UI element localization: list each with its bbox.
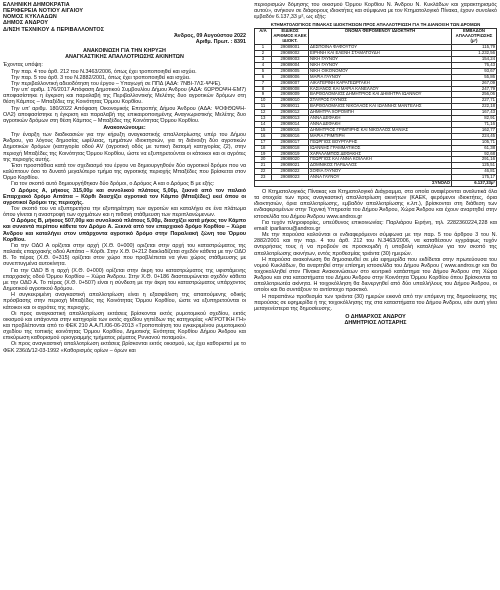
area-value: 55,86 [452,74,497,80]
column-header: Α/Α [255,29,272,45]
kaek-number: 29089021 [272,163,309,169]
kaek-number: 29089022 [272,169,309,175]
body-paragraph: Η συγκεκριμένη αναγκαστική απαλλοτρίωση είναι η εξασφάλιση της απαιτούμενης οδικής πρόσβασης στην περιοχή Μπαξέδες της Κοινότητας Όρμου Κορθίου, ώστε να εξυπηρετούνται οι κάτοικοι και οι αγρότες της περιοχής. [3,292,246,311]
row-number: 20 [255,157,272,163]
road-a-paragraph: Ο Δρόμος Α, μήκους 315,00μ και συνολικού πλάτους 5,00μ, ξεκινά από τον παλαιό Επαρχιακό δρόμο Αιπάτια – Κόρθι διασχίζει αγροτικά τον Κάμπο (Μπαξέδες) εκεί όπου οι αγροτικοί δρόμοι της περιοχής. [3,187,246,206]
kaek-number: 29089015 [272,127,309,133]
owner-name: ΝΙΚΗ ΓΑΥΝΟΥ [309,57,452,63]
body-paragraph: Ο Κτηματολογικός Πίνακας και Κτηματολογικό Διάγραμμα, στα οποία αναφέρονται αναλυτικά όλα τα στοιχεία των προς αναγκαστική απαλλοτρίωση ακινήτων (ΚΑΕΚ, φερόμενοι ιδιοκτήτες, όρια ιδιοκτησιών, όρια απαλλοτρίωσης, εμβαδόν απαλλοτρίωσης κ.λπ.), βρίσκονται στη διάθεση των ενδιαφερομένων στην Τεχνική Υπηρεσία του Δήμου Άνδρου, Χώρα Άνδρου και έχουν αναρτηθεί στην ιστοσελίδα του Δήμου Άνδρου www.andros.gr [254,188,497,220]
area-value: 71,16 [452,121,497,127]
column-header: ΟΝΟΜΑ ΦΕΡΟΜΕΝΟΥ ΙΔΙΟΚΤΗΤΗ [309,29,452,45]
owner-name: ΝΙΚΗ ΓΑΥΝΟΥ [309,62,452,68]
area-value: 115,79 [452,45,497,51]
kaek-number: 29089007 [272,80,309,86]
total-value: 6.137,33μ² [452,181,497,187]
owner-name: ΔΗΜΗΤΡΙΟΣ ΓΡΙΜΠΙΡΗΣ ΚΑΙ ΝΙΚΟΛΑΟΣ ΜΑΝΙΑΣ [309,127,452,133]
owner-name: ΑΝΝΑ ΔΕΦΑΚΗ [309,116,452,122]
body-paragraph: Οι προς αναγκαστική απαλλοτρίωση εκτάσεις βρίσκονται εκτός ρυμοτομικού σχεδίου, εκτός οικισμού και υπάγονται στην κατηγορία των εκτός σχεδίου γηπέδων της κατηγορίας «ΑΓΡΟΤΙΚΗ ΓΗ» και προβλέπονται από το ΦΕΚ 210 Α.Α.Π./06-06-2013 «Τροποποίηση του εγκεκριμένου ρυμοτομικού σχεδίου της τοπικής κοινότητας Όρμου Κορθίου, Δημοτικής Ενότητας Κορθίου Δήμου Άνδρου και επικύρωση καθορισμού οριογραμμής τμήματος ρέματος Ρυνιανού ποταμού». [3,310,246,342]
owner-name: ΧΑΡΑΛΑΜΠΟΣ ΔΕΦΑΚΗΣ [309,151,452,157]
area-value: 227,71 [452,98,497,104]
owner-name: ΜΑΡΙΑ ΓΑΥΝΟΥ [309,74,452,80]
kaek-number: 29089023 [272,175,309,181]
kaek-number: 29089008 [272,86,309,92]
row-number: 21 [255,163,272,169]
considering-label: Έχοντας υπόψη: [3,62,43,69]
owner-name: ΓΕΩΡΓΙΟΣ ΒΟΥΡΓΑΡΗΣ [309,139,452,145]
owner-name: ΔΗΜΗΤΡΑ ΧΟΡΟΜΠΗ [309,110,452,116]
owner-name: ΑΝΝΑ ΓΑΥΝΟΥ [309,175,452,181]
header-line: ΔΗΜΟΣ ΑΝΔΡΟΥ [3,20,49,27]
row-number: 3 [255,57,272,63]
area-value: 76,43 [452,62,497,68]
protocol-number: Αριθμ. Πρωτ. : 8391 [195,38,246,45]
announcement-subtitle: ΑΝΑΓΚΑΣΤΙΚΗΣ ΑΠΑΛΛΟΤΡΙΩΣΗΣ ΑΚΙΝΗΤΩΝ [65,54,184,61]
body-paragraph: Την έναρξη των διαδικασιών για την κήρυξη αναγκαστικής απαλλοτρίωσης υπέρ του Δήμου Άνδρου, για λόγους δημοσίας ωφέλειας, τμημάτων ιδιοκτησιών, για τη διάνοιξη δύο αγροτικών Δημοτικών δρόμων (κατηγορία οδού ΑV (αγροτική οδός με τυπική διατομή κατηγορίας ζ2), στην περιοχή Μπαξέδες της Κοινότητας Όρμου Κορθίου, ώστε να εξυπηρετούνται οι κάτοικοι και οι αγρότες της περιοχής αυτής. [3,132,246,163]
area-value: 92,68 [452,151,497,157]
body-paragraph: Έτσι προσπάθεια κατά τον σχεδιασμό του έργου να δημιουργηθούν δύο αγροτικοί δρόμοι που να καλύπτουν όσο το δυνατό μεγαλύτερο τμήμα της αγροτικής περιοχής Μπαξέδες που βρίσκεται στον Όρμο Κορθίου. [3,162,246,182]
cadastral-table [254,28,497,186]
announcement-title: ΑΝΑΚΟΙΝΩΣΗ ΓΙΑ ΤΗΝ ΚΗΡΥΞΗ [83,48,166,55]
row-number: 5 [255,68,272,74]
area-value: 222,18 [452,104,497,110]
area-value: 167,43 [452,110,497,116]
kaek-number: 29089001 [272,45,309,51]
body-paragraph: Την παρ. 4 του άρθ. 212 του Ν.3463/2006, όπως έχει τροποποιηθεί και ισχύει. [11,68,197,75]
right-column [254,2,497,588]
owner-name: ΝΙΚΗ ΟΙΚΟΝΟΜΟΥ [309,68,452,74]
owner-name: ΔΟΜΝΙΚΟΣ ΠΑΡΔΑΛΟΣ [309,163,452,169]
area-value: 175,17 [452,175,497,181]
kaek-number: 29089009 [272,92,309,98]
body-paragraph: Η παρούσα ανακοίνωση θα δημοσιευθεί σε μία εφημερίδα που εκδίδεται στην πρωτεύουσα του νομού Κυκλάδων, θα αναρτηθεί στην επίσημη ιστοσελίδα του Δήμου Άνδρου ( www.andros.gr και θα τοιχοκολληθεί στον Πίνακα Ανακοινώσεων στο κεντρικό κατάστημα του Δήμου Άνδρου στη Χώρα Άνδρου και στα καταστήματα του Δήμου Άνδρου στην Κοινότητα Όρμου Κορθίου όπου βρίσκονται τα απαλλοτριωτέα ακίνητα. Η τοιχοκόλληση θα διενεργηθεί από δύο υπαλλήλους του Δήμου Άνδρου, οι οποίοι και θα συντάξουν το αντίστοιχο πρακτικό. [254,256,497,294]
header-line: ΠΕΡΙΦΕΡΕΙΑ ΝΟΤΙΟΥ ΑΙΓΑΙΟΥ [3,8,84,15]
owner-name: ΔΕΣΠΟΙΝΑ ΦΑΦΟΥΤΟΥ [309,45,452,51]
row-number: 10 [255,98,272,104]
kaek-number: 29089006 [272,74,309,80]
owner-name: ΓΕΩΡΓΙΟΣ ΚΑΙ ΑΝΝΑ ΚΟΙΛΑΚΗ [309,157,452,163]
body-paragraph: Την υπ' αριθμ. 176/2017 Απόφαση Δημοτικού Συμβουλίου Δήμου Άνδρου (ΑΔΑ: 6ΩΡΘΩΨΗ-ΕΜ7) αποφασίστηκε η έγκριση και παραλαβή της Περιβαλλοντικής Μελέτης δυο αγροτικών δρόμων στη θέση Κάμπος – Μπαξέδες της Κοινότητας Όρμου Κορθίου. [3,87,246,106]
column-header: ΕΜΒΑΔΟΝ ΑΠΑΛΛΟΤΡΙΩΣΗΣ (μ²) [452,29,497,45]
kaek-number: 29089013 [272,116,309,122]
area-value: 1.232,56 [452,51,497,57]
table-body [255,45,497,181]
body-paragraph: Την παρ. 5 του άρθ. 3 του Ν.2882/2001, όπως έχει τροποποιηθεί και ισχύει. [11,74,191,81]
owner-name: ΕΙΡΗΝΗ ΚΑΙ ΕΛΕΝΗ ΣΤΑΜΑΤΟΥΔΗ [309,51,452,57]
kaek-number: 29089004 [272,62,309,68]
row-number: 13 [255,116,272,122]
signature-name: ΔΗΜΗΤΡΙΟΣ ΛΟΤΣΑΡΗΣ [344,320,407,327]
signature-role: Ο ΔΗΜΑΡΧΟΣ ΑΝΔΡΟΥ [345,314,406,321]
column-header: ΕΙΔΙΚΟΣ ΑΡΙΘΜΟΣ ΚΑΕΚ ΙΔΙΟΚΤ. [273,28,307,44]
table-total-row [255,181,497,187]
body-paragraph: Για την ΟΔΟ Β η αρχή (Χ.Θ. 0+000) ορίζεται στην άκρη του καταστρώματος της υφιστάμενης επαρχιακής οδού Όρμου Κορθίου – Χώρα Άνδρου. Στην Χ.Θ. 0+186 διασταυρώνεται σχεδόν κάθετα με την ΟΔΟ Α. Το πέρας (Χ.Θ. 0+507) είναι η σύνδεση με την άκρη του καταστρώματος υπάρχοντος Δημοτικού αγροτικού δρόμου. [3,267,246,293]
table-header-row [255,29,497,45]
owner-name: ΜΑΡΙΑ ΓΡΙΜΠΙΡΗ [309,133,452,139]
kaek-number: 29089011 [272,104,309,110]
body-paragraph: Για την ΟΔΟ Α ορίζεται στην αρχή (Χ.Θ. 0+000) οριζεται στην αρχή του καταστρώματος της παλαιάς επαρχιακής οδού Αιπάτια – Κόρθι. Στην Χ.Θ. 0+212 διακλαδίζεται σχεδόν κάθετα με την ΟΔΟ Β. Το πέρας (Χ.Θ. 0+315) ορίζεται στον χώρο που προβλέπεται να γίνει χώρος στάθμευσης με συνεπτυγμένα αυτοκίνητα. [3,242,246,268]
row-number: 4 [255,62,272,68]
body-paragraph: Την περιβαλλοντική αδειοδότηση του έργου – Υπαγωγή σε ΠΠΔ (ΑΔΑ: 7ΝΒΙ-7ΛΣ-ΨΨΕ). [11,80,222,87]
body-paragraph: Οι προς αναγκαστική απαλλοτρίωση εκτάσεις βρίσκονται εκτός οικισμού, ως έχει καθοριστεί με το ΦΕΚ 236/Δ/12-03-1992 «Καθορισμός ορίων – όρων και [3,341,246,354]
area-value: 105,71 [452,139,497,145]
row-number: 7 [255,80,272,86]
body-paragraph: Τον σκοπό του να εξυπηρετήσει την εξυπηρέτηση των αγροτών και καταλήγει σε ένα πλάτωμα όπου γίνεται η αναστροφή των οχημάτων και η πιθανή στάθμευση των περιπλανώμενων. [3,206,246,219]
row-number: 1 [255,45,272,51]
area-value: 61,38 [452,145,497,151]
table-title: ΚΤΗΜΑΤΟΛΟΓΙΚΟΣ ΠΙΝΑΚΑΣ ΙΔΙΟΚΤΗΣΙΩΝ ΠΡΟΣ ΑΠΑΛΛΟΤΡΙΩΣΗ ΓΙΑ ΤΗ ΔΙΑΝΟΙΞΗ ΤΩΝ ΔΡΟΜΩΝ [270,22,481,28]
body-paragraph: Για τον σκοπό αυτό δημιουργήθηκαν δύο δρόμοι, ο Δρόμος Α και ο Δρόμος Β με εξής: [11,181,215,188]
area-value: 154,24 [452,57,497,63]
body-paragraph: Η παραπάνω προθεσμία των τριάντα (30) ημερών εκκινά από την επόμενη της δημοσίευσης της παρούσας σε εφημερίδα ή της τοιχοκόλλησης της στα καταστήματα του Δήμου Άνδρου, εάν αυτή γίνει μεταγενέστερα της δημοσίευσης. [254,293,497,312]
kaek-number: 29089002 [272,51,309,57]
body-paragraph: Την υπ' αριθμ. 180/2022 Απόφαση Οικονομικής Επιτροπής Δήμου Άνδρου (ΑΔΑ: ΨΟΦΘΩΨΗ-ΟΛ2) αποφασίστηκε η έγκριση και παραλαβή της επικαιροποιημένης Αναγνωριστικής Μελέτης δυο αγροτικών δρόμων στη θέση Κάμπος – Μπαξέδες της Κοινότητας Όρμου Κορθίου. [3,105,246,124]
kaek-number: 29089020 [272,157,309,163]
contact-paragraph: Για τυχόν πληροφορίες, υπεύθυνος επικοινωνίας: Παρλιάρου Ειρήνη, τηλ. 2282360224,228 και email: iparliarou@andros.gr [254,219,497,232]
area-value: 224,45 [452,133,497,139]
row-number: 11 [255,104,272,110]
owner-name: ΑΙΚΑΤΕΡΙΝΗ ΚΑΡΑΓΕΩΡΓΑΚΗ [309,80,452,86]
area-value: 162,77 [452,127,497,133]
row-number: 23 [255,175,272,181]
owner-name: ΒΑΡΘΟΛΟΜΑΙΟΣ ΝΙΚΟΛΑΟΣ ΚΑΙ ΙΩΑΝΝΗΣ ΜΑΝΤΕΛΗΣ [309,104,452,110]
owner-name: ΣΤΑΥΡΟΣ ΓΑΥΝΟΣ [309,98,452,104]
header-line: ΕΛΛΗΝΙΚΗ ΔΗΜΟΚΡΑΤΙΑ [3,2,70,8]
area-value: 46,81 [452,169,497,175]
header-line: ΝΟΜΟΣ ΚΥΚΛΑΔΩΝ [3,14,57,21]
row-number: 2 [255,51,272,57]
area-value: 256,06 [452,92,497,98]
intro-paragraph: περιορισμών δόμησης του οικισμού Όρμου Κορθίου Ν. Άνδρου Ν. Κυκλάδων και χαρακτηρισμός αυτού», ανήκουν σε διάφορους ιδιοκτήτες και σύμφωνα με τον Κτηματολογικό Πίνακα, έχουν συνολικό εμβαδόν 6.137,33 μ², ως εξής: [254,2,497,21]
row-number: 22 [255,169,272,175]
row-number: 16 [255,133,272,139]
body-paragraph: Με την παρούσα καλούνται οι ενδιαφερόμενοι σύμφωνα με την παρ. 5 του άρθρου 3 του Ν. 2882/2001 και την παρ. 4 του άρθ. 212 του Ν.3463/2006, να καταθέσουν εγγράφως τυχόν αντιρρήσεις τους ή να προβούν σε προσκομιδή ή υποβολή καταλήλων για τον σκοπό της απαλλοτρίωσης ακινήτων, εντός προθεσμίας τριάντα (30) ημερών. [254,232,497,257]
row-number: 6 [255,74,272,80]
row-number: 8 [255,86,272,92]
owner-name: ΚΑΣΙΑΝΟΣ ΚΑΙ ΜΑΡΙΑ ΚΑΝΕΛΛΟΥ [309,86,452,92]
road-b-paragraph: Ο Δρόμος Β, μήκους 507,00μ και συνολικού πλάτους 5,00μ, διασχίζει κατά μήκος τον Κάμπο και συναντά περίπου κάθετα τον Δρόμο Α. Ξεκινά από τον επαρχιακό δρόμο Κορθίου – Χώρα Άνδρου και καταλήγει στον υπάρχοντα αγροτικό δρόμο στην Παραλιακή ζώνη του Όρμου Κορθίου. [3,218,246,243]
owner-name: ΒΑΡΘΟΛΟΜΑΙΟΣ ΔΗΜΗΤΡΙΟΣ ΚΑΙ ΔΗΜΗΤΡΑ ΙΩΑΝΝΟΥ [309,92,452,98]
area-value: 247,79 [452,86,497,92]
total-label: ΣΥΝΟΛΟ [255,181,452,187]
row-number: 18 [255,145,272,151]
announce-heading: Ανακοινώνουμε: [103,124,146,131]
kaek-number: 29089012 [272,110,309,116]
owner-name: ΑΝΝΑ ΔΕΦΑΚΗ [309,121,452,127]
area-value: 267,09 [452,80,497,86]
kaek-number: 29089018 [272,145,309,151]
area-value: 291,16 [452,157,497,163]
header-line: Δ/ΝΣΗ ΤΕΧΝΙΚΟΥ & ΠΕΡΙΒΑΛΛΟΝΤΟΣ [3,26,105,33]
kaek-number: 29089014 [272,121,309,127]
row-number: 15 [255,127,272,133]
row-number: 12 [255,110,272,116]
area-value: 125,51 [452,163,497,169]
kaek-number: 29089017 [272,139,309,145]
kaek-number: 29089010 [272,98,309,104]
area-value: 93,67 [452,68,497,74]
place-date: Άνδρος, 09 Αυγούστου 2022 [173,32,246,39]
row-number: 9 [255,92,272,98]
row-number: 19 [255,151,272,157]
kaek-number: 29089005 [272,68,309,74]
owner-name: ΣΟΦΙΑ ΓΑΥΝΟΥ [309,169,452,175]
kaek-number: 29089019 [272,151,309,157]
owner-name: ΙΩΑΝΝΗΣ ΓΡΑΜΜΑΤΙΚΟΣ [309,145,452,151]
area-value: 82,91 [452,116,497,122]
kaek-number: 29089016 [272,133,309,139]
issuer-header [3,2,246,33]
left-column [3,2,246,588]
row-number: 17 [255,139,272,145]
kaek-number: 29089003 [272,57,309,63]
row-number: 14 [255,121,272,127]
